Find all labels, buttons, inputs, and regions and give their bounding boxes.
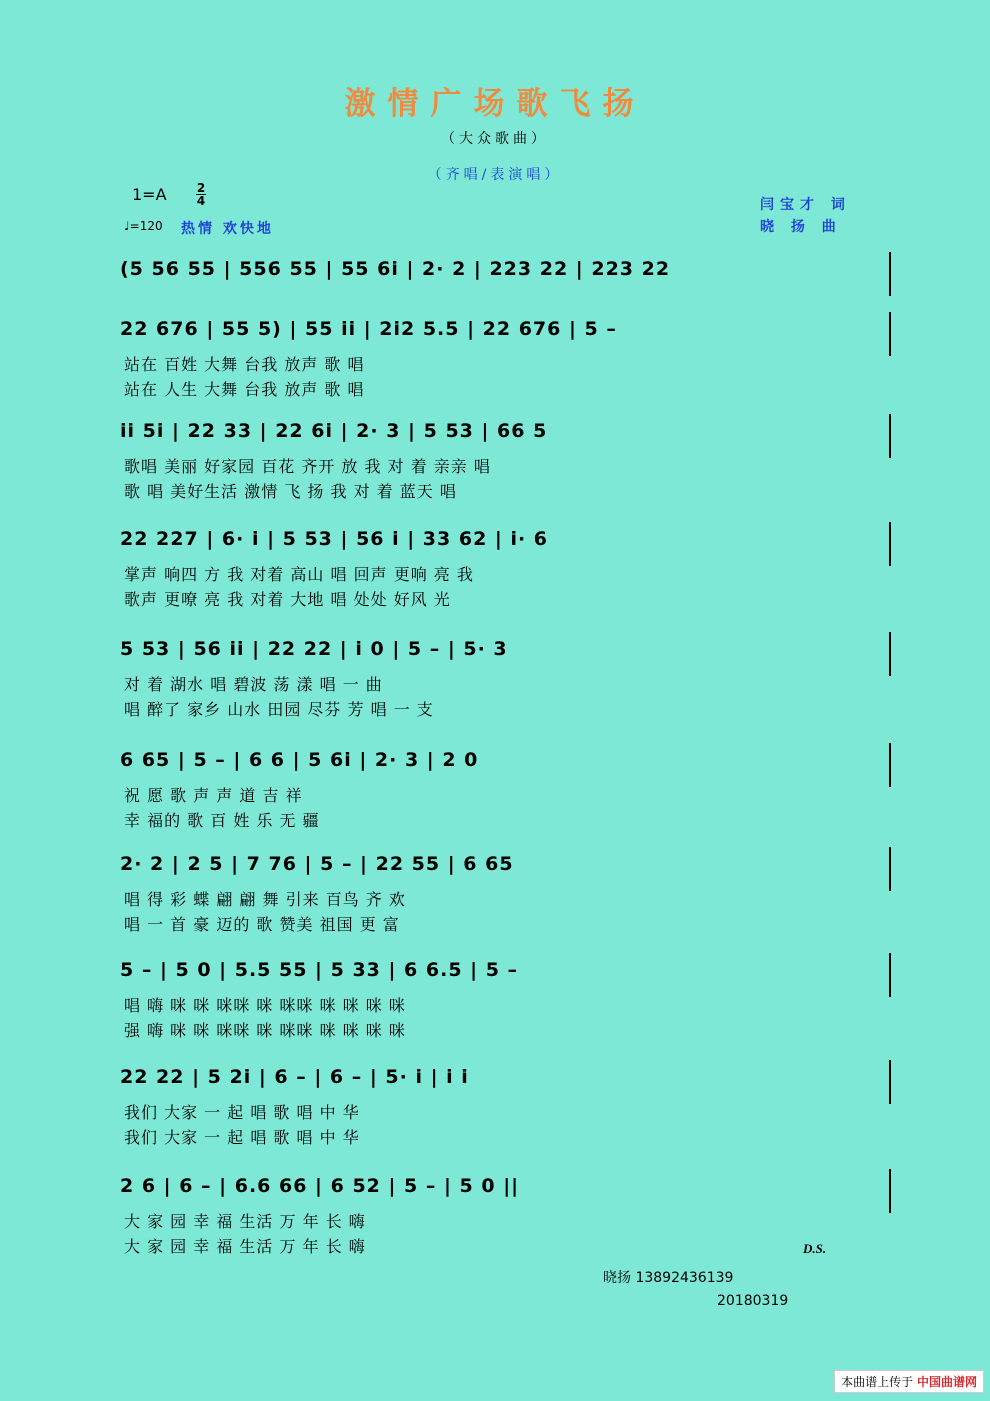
score-row-notes: 5 53 | 56 ii | 22 22 | i 0 | 5 – | 5· 3 — [120, 638, 508, 660]
score-row-lyrics-1: 我们 大家 一 起 唱 歌 唱 中 华 — [124, 1103, 360, 1122]
time-signature — [196, 182, 206, 207]
song-title: 激情广场歌飞扬 — [344, 86, 646, 122]
score-row-notes: 22 22 | 5 2i | 6 – | 6 – | 5· i | i i — [120, 1066, 469, 1088]
score-row-lyrics-1: 大 家 园 幸 福 生活 万 年 长 嗨 — [124, 1212, 366, 1231]
score-row-lyrics-2: 站在 人生 大舞 台我 放声 歌 唱 — [124, 380, 365, 399]
score-row-lyrics-1: 站在 百姓 大舞 台我 放声 歌 唱 — [124, 355, 365, 374]
row-end-barline — [889, 522, 891, 566]
score-row-lyrics-1: 祝 愿 歌 声 声 道 吉 祥 — [124, 786, 303, 805]
composer-credit: 晓 扬 曲 — [760, 219, 842, 235]
score-row-notes: 22 227 | 6· i | 5 53 | 56 i | 33 62 | i· 6 — [120, 528, 549, 550]
score-row-lyrics-2: 唱 醉了 家乡 山水 田园 尽芬 芳 唱 一 支 — [124, 700, 434, 719]
score-row-lyrics-2: 大 家 园 幸 福 生活 万 年 长 嗨 — [124, 1237, 366, 1256]
ds-mark: D.S. — [803, 1241, 827, 1256]
song-subtitle: （大众歌曲） — [441, 131, 549, 147]
author-contact: 晓扬 13892436139 — [603, 1270, 734, 1286]
score-row-notes: 2· 2 | 2 5 | 7 76 | 5 – | 22 55 | 6 65 — [120, 853, 514, 875]
key-signature: 1=A — [132, 185, 167, 204]
score-row-lyrics-2: 幸 福的 歌 百 姓 乐 无 疆 — [124, 811, 320, 830]
row-end-barline — [889, 252, 891, 296]
source-label: 本曲谱上传于 — [841, 1375, 914, 1389]
source-badge[interactable] — [834, 1370, 984, 1393]
score-row-notes: (5 56 55 | 556 55 | 55 6i | 2· 2 | 223 22 | 223 22 — [120, 258, 671, 280]
row-end-barline — [889, 847, 891, 891]
score-row-lyrics-1: 掌声 响四 方 我 对着 高山 唱 回声 更响 亮 我 — [124, 565, 474, 584]
score-row-lyrics-1: 唱 得 彩 蝶 翩 翩 舞 引来 百鸟 齐 欢 — [124, 890, 406, 909]
time-numerator: 2 — [196, 181, 206, 195]
performance-form: （齐唱/表演唱） — [427, 167, 563, 183]
row-end-barline — [889, 743, 891, 787]
row-end-barline — [889, 1060, 891, 1104]
source-brand: 中国曲谱网 — [916, 1375, 977, 1389]
score-row-notes: 22 676 | 55 5) | 55 ii | 2i2 5.5 | 22 676 | 5 – — [120, 318, 617, 340]
score-row-lyrics-1: 唱 嗨 咪 咪 咪咪 咪 咪咪 咪 咪 咪 咪 — [124, 996, 406, 1015]
row-end-barline — [889, 1169, 891, 1213]
score-row-lyrics-1: 歌唱 美丽 好家园 百花 齐开 放 我 对 着 亲亲 唱 — [124, 457, 491, 476]
row-end-barline — [889, 632, 891, 676]
score-row-lyrics-1: 对 着 湖水 唱 碧波 荡 漾 唱 一 曲 — [124, 675, 383, 694]
mood-mark: 热情 欢快地 — [181, 221, 274, 237]
score-row-notes: ii 5i | 22 33 | 22 6i | 2· 3 | 5 53 | 66 5 — [120, 420, 548, 442]
score-row-lyrics-2: 我们 大家 一 起 唱 歌 唱 中 华 — [124, 1128, 360, 1147]
tempo-mark: ♩=120 — [124, 219, 163, 233]
score-row-lyrics-2: 强 嗨 咪 咪 咪咪 咪 咪咪 咪 咪 咪 咪 — [124, 1021, 406, 1040]
author-date: 20180319 — [717, 1293, 789, 1309]
lyricist-credit: 闫宝才 词 — [760, 197, 851, 213]
time-denominator: 4 — [196, 194, 206, 208]
score-row-lyrics-2: 唱 一 首 豪 迈的 歌 赞美 祖国 更 富 — [124, 915, 400, 934]
row-end-barline — [889, 953, 891, 997]
score-row-lyrics-2: 歌声 更嘹 亮 我 对着 大地 唱 处处 好风 光 — [124, 590, 451, 609]
row-end-barline — [889, 312, 891, 356]
score-row-notes: 6 65 | 5 – | 6 6 | 5 6i | 2· 3 | 2 0 — [120, 749, 479, 771]
score-row-notes: 5 – | 5 0 | 5.5 55 | 5 33 | 6 6.5 | 5 – — [120, 959, 519, 981]
row-end-barline — [889, 414, 891, 458]
score-row-lyrics-2: 歌 唱 美好生活 激情 飞 扬 我 对 着 蓝天 唱 — [124, 482, 457, 501]
score-row-notes: 2 6 | 6 – | 6.6 66 | 6 52 | 5 – | 5 0 || — [120, 1175, 520, 1197]
